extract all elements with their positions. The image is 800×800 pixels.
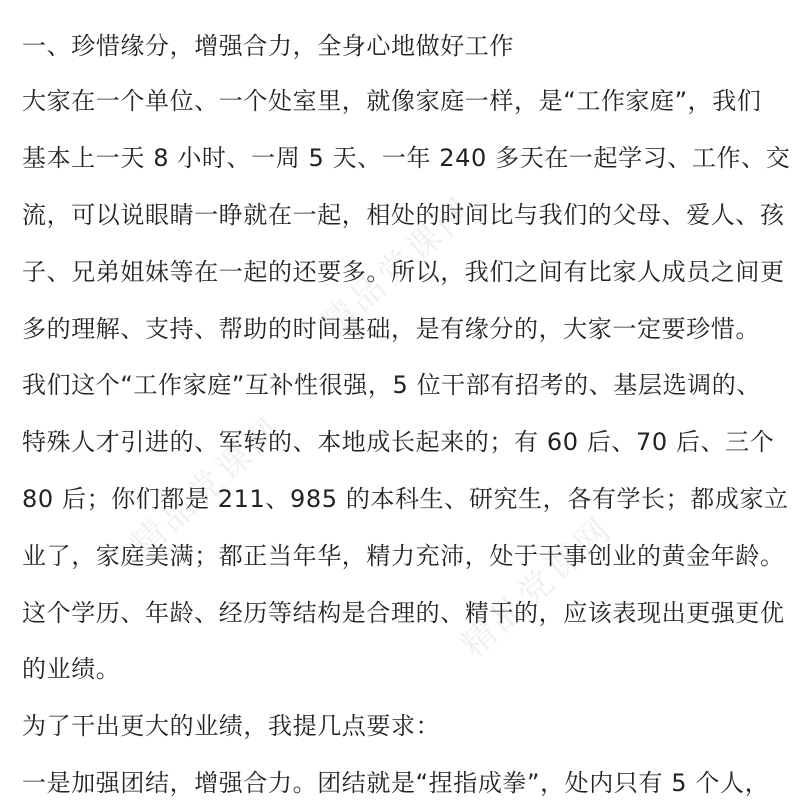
text-line: 的业绩。 [22, 655, 121, 683]
text-line: 大家在一个单位、一个处室里，就像家庭一样，是“工作家庭”，我们 [22, 87, 762, 115]
section-heading: 一、珍惜缘分，增强合力，全身心地做好工作 [22, 32, 514, 60]
text-line: 为了干出更大的业绩，我提几点要求： [22, 712, 441, 740]
text-line: 一是加强团结，增强合力。团结就是“捏指成拳”，处内只有 5 个人， [22, 769, 770, 797]
text-line: 流，可以说眼睛一睁就在一起，相处的时间比与我们的父母、爱人、孩 [22, 201, 785, 229]
watermark-middle: 精品党课网 [123, 408, 292, 566]
text-line: 特殊人才引进的、军转的、本地成长起来的；有 60 后、70 后、三个 [22, 428, 775, 456]
watermark-lower: 精品党课网 [453, 508, 622, 666]
text-line: 80 后；你们都是 211、985 的本科生、研究生，各有学长；都成家立 [22, 485, 789, 513]
text-line: 我们这个“工作家庭”互补性很强，5 位干部有招考的、基层选调的、 [22, 371, 761, 399]
text-line: 多的理解、支持、帮助的时间基础，是有缘分的，大家一定要珍惜。 [22, 315, 760, 343]
text-line: 子、兄弟姐妹等在一起的还要多。所以，我们之间有比家人成员之间更 [22, 258, 785, 286]
text-line: 业了，家庭美满；都正当年华，精力充沛，处于干事创业的黄金年龄。 [22, 542, 785, 570]
text-line: 基本上一天 8 小时、一周 5 天、一年 240 多天在一起学习、工作、交 [22, 144, 791, 172]
text-line: 这个学历、年龄、经历等结构是合理的、精干的，应该表现出更强更优 [22, 599, 785, 627]
watermark-upper: 精品党课网 [313, 188, 482, 346]
